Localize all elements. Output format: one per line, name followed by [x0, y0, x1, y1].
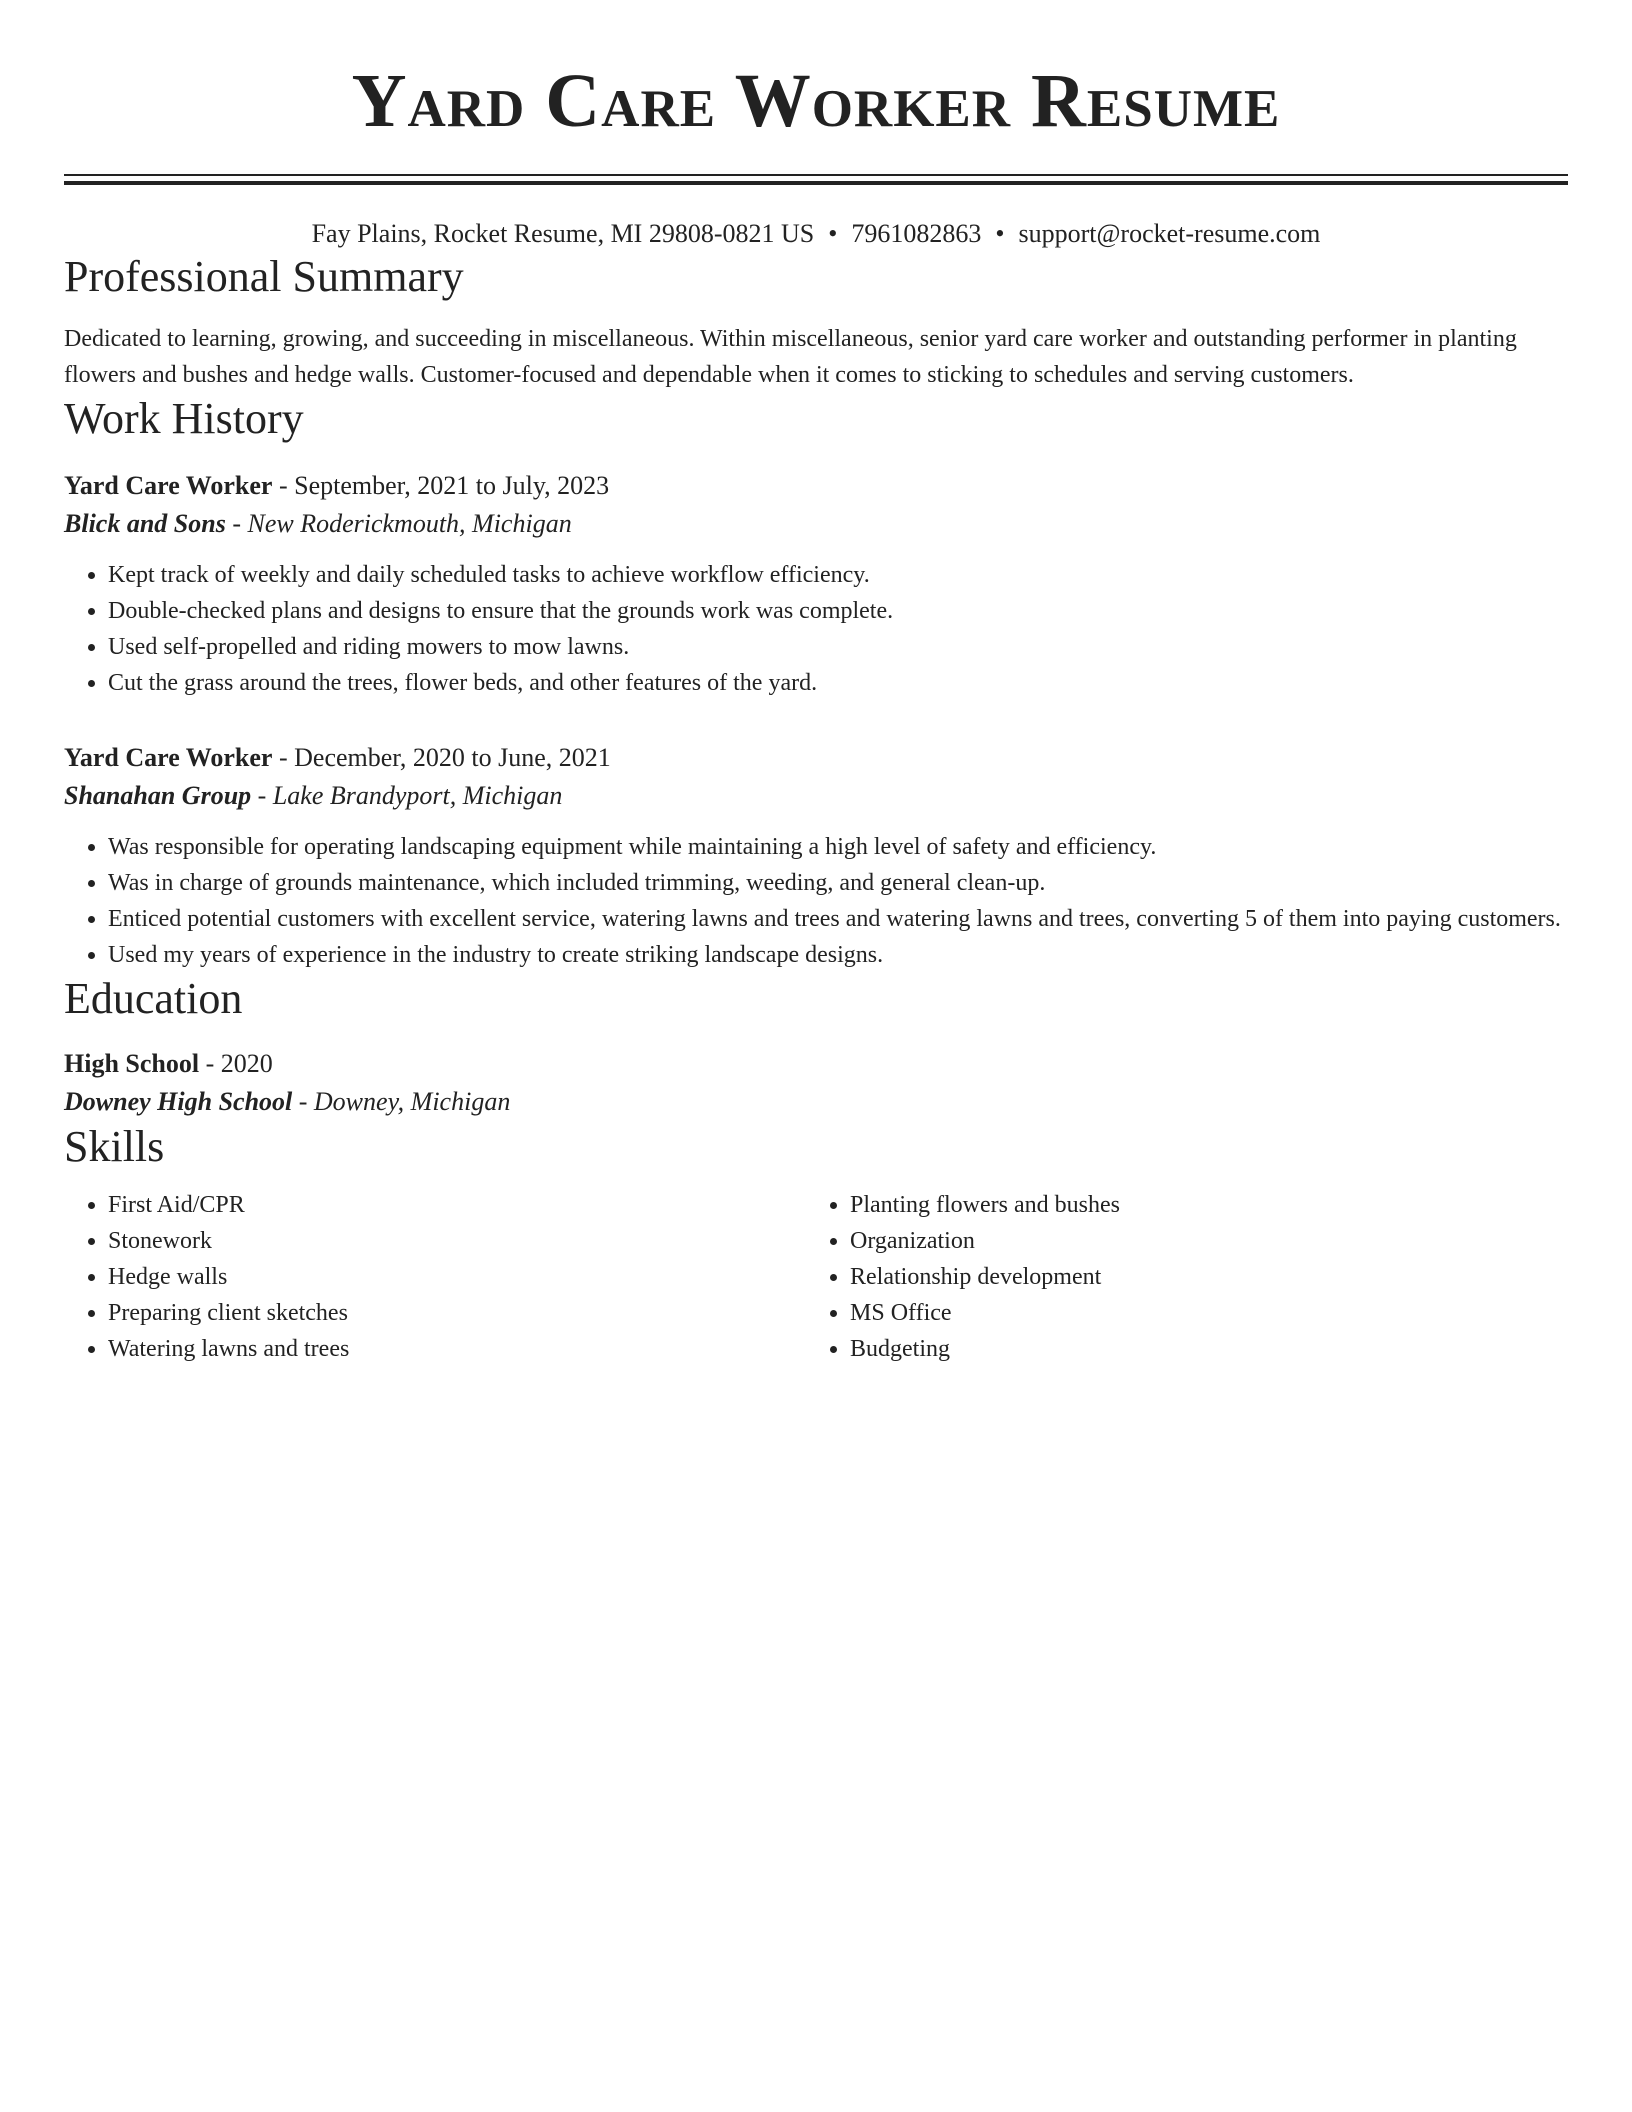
skill-item: • First Aid/CPR [108, 1187, 806, 1223]
job-title: Yard Care Worker [64, 471, 273, 500]
skill-item: • Hedge walls [108, 1259, 806, 1295]
job-duties-list [64, 829, 1568, 973]
list-item: • Double-checked plans and designs to ensure that the grounds work was complete. [108, 593, 1568, 629]
skills-list [64, 1187, 806, 1367]
work-history-heading: Work History [64, 394, 304, 443]
skill-item: • Watering lawns and trees [108, 1331, 806, 1367]
summary-text: Dedicated to learning, growing, and succeeding in miscellaneous. Within miscellaneous, senior yard care worker and outstanding performer in planting flowers and bushes and hedge walls. Customer-focused and dependable when it comes to sticking to schedules and serving customers. [64, 326, 1517, 388]
contact-line [64, 217, 1568, 251]
job-company-line [64, 777, 1568, 815]
job-location: - New Roderickmouth, Michigan [225, 509, 572, 538]
job-dates: - September, 2021 to July, 2023 [272, 471, 610, 500]
skill-item: • Budgeting [850, 1331, 1548, 1367]
education-heading: Education [64, 974, 243, 1023]
education-degree: High School [64, 1049, 200, 1078]
job-title: Yard Care Worker [64, 743, 273, 772]
list-item: • Was in charge of grounds maintenance, which included trimming, weeding, and general clean-up. [108, 865, 1568, 901]
skill-item: • Relationship development [850, 1259, 1548, 1295]
list-item: • Enticed potential customers with excellent service, watering lawns and trees and watering lawns and trees, converting 5 of them into paying customers. [108, 901, 1568, 937]
contact-email: support@rocket-resume.com [1018, 219, 1321, 248]
list-item: • Used self-propelled and riding mowers to mow lawns. [108, 629, 1568, 665]
education-school-line [64, 1083, 1568, 1121]
summary-heading: Professional Summary [64, 252, 464, 301]
skills-heading: Skills [64, 1122, 165, 1171]
list-item: • Was responsible for operating landscaping equipment while maintaining a high level of safety and efficiency. [108, 829, 1568, 865]
job-dates: - December, 2020 to June, 2021 [272, 743, 611, 772]
contact-separator: • [995, 219, 1005, 248]
title-divider [64, 174, 1568, 185]
job-duties-list [64, 557, 1568, 701]
skill-item: • Preparing client sketches [108, 1295, 806, 1331]
skills-column-left [64, 1187, 806, 1367]
job-company: Blick and Sons [64, 509, 226, 538]
contact-phone: 7961082863 [851, 219, 982, 248]
skill-item: • Planting flowers and bushes [850, 1187, 1548, 1223]
education-year: - 2020 [199, 1049, 273, 1078]
list-item: • Used my years of experience in the industry to create striking landscape designs. [108, 937, 1568, 973]
skills-column-right [806, 1187, 1548, 1367]
skill-item: • MS Office [850, 1295, 1548, 1331]
skill-item: • Stonework [108, 1223, 806, 1259]
education-school: Downey High School [64, 1087, 293, 1116]
page-title: Yard Care Worker Resume [351, 59, 1281, 143]
job-entry [64, 739, 1568, 973]
job-title-line [64, 739, 1568, 777]
skills-grid [64, 1187, 1568, 1367]
education-degree-line [64, 1045, 1568, 1083]
skills-list [806, 1187, 1548, 1367]
job-title-line [64, 467, 1568, 505]
skill-item: • Organization [850, 1223, 1548, 1259]
job-entry [64, 467, 1568, 701]
job-company-line [64, 505, 1568, 543]
job-company: Shanahan Group [64, 781, 252, 810]
education-entry [64, 1045, 1568, 1121]
contact-separator: • [828, 219, 838, 248]
education-location: - Downey, Michigan [292, 1087, 511, 1116]
job-location: - Lake Brandyport, Michigan [251, 781, 563, 810]
list-item: • Kept track of weekly and daily scheduled tasks to achieve workflow efficiency. [108, 557, 1568, 593]
contact-address: Fay Plains, Rocket Resume, MI 29808-0821 US [311, 219, 815, 248]
list-item: • Cut the grass around the trees, flower beds, and other features of the yard. [108, 665, 1568, 701]
